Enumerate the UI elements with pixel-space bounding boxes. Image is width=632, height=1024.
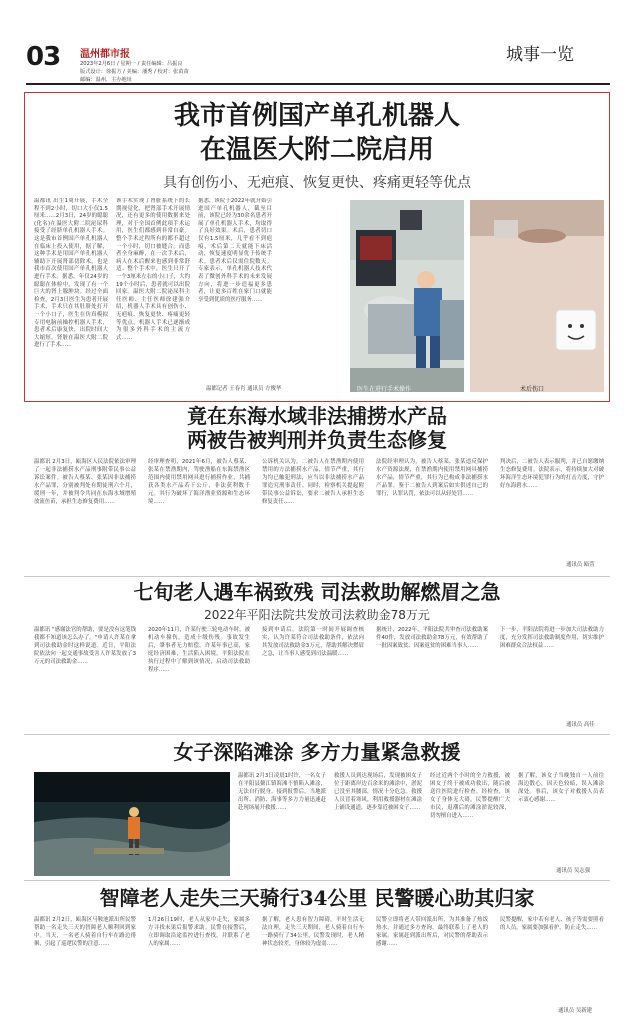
photo1-caption: 医生在进行手术操作 — [357, 386, 412, 393]
article2-title-line2: 两被告被判刑并负责生态修复 — [187, 428, 447, 452]
article3-col5: 下一步，平阳法院将进一步加大司法救助力度，充分发挥司法救助制度作用，切实维护困难群众合法权益…… — [500, 627, 604, 649]
wound-photo-illustration — [470, 200, 604, 392]
article3-col3: 接到申请后，法院第一时间开展调查核实，认为许某符合司法救助条件，依法向其发放司法救助金3万元，帮助其解决燃眉之急，让当事人感受到司法温暖…… — [262, 627, 364, 657]
surgery-photo — [350, 200, 464, 392]
rescue-photo-illustration — [34, 772, 230, 876]
article2-col4: 法院经审理认为，被告人蔡某、张某违反保护水产资源法规，在禁渔期内使用禁用网具捕捞水产品，情节严重，其行为已构成非法捕捞水产品罪。鉴于二被告人到案后如实供述自己的罪行，认罪认罚，依法可以从轻处罚…… — [376, 459, 488, 497]
article2-title-line1: 竟在东海水域非法捕捞水产品 — [187, 404, 447, 428]
article3-col4: 据统计，2022年，平阳法院共审查司法救助案件40件，发放司法救助金78万元，有效帮助了一批因案致贫、因案返贫的困难当事人…… — [376, 627, 488, 649]
article2-byline: 通讯员 瓯萱 — [566, 562, 595, 568]
article1-title-line2: 在温医大附二院启用 — [199, 135, 434, 165]
article4-col2: 救援人员到达现场后，发现被困女子位于距离岸边百余米的滩涂中，淤泥已没至其腰部，情况十分危急。救援人员冒着寒风，利用救援器材在滩涂上铺设通道，逐步靠近被困女子…… — [334, 773, 422, 811]
header-meta-2: 版式设计：徐振方 / 美编：潘秀 / 校对：张苗苗 — [80, 69, 189, 75]
article5-title: 智障老人走失三天骑行34公里 民警暖心助其归家 — [99, 886, 535, 910]
article4-byline: 通讯员 吴志强 — [556, 868, 591, 874]
article5-col4: 民警立即将老人带回派出所，为其准备了热饭热水，并通过多方查询，最终联系上了老人的家属。家属赶到派出所后，对民警的帮助表示感谢…… — [376, 917, 488, 947]
article5-byline: 通讯员 吴新建 — [558, 1008, 593, 1014]
article5-col1: 温都讯 2月2日，瓯海区马鞍池派出所民警帮助一名走失三天的智障老人顺利回到家中。当天，一名老人骑着自行车在路边徘徊，引起了巡逻民警的注意…… — [34, 917, 136, 947]
article5-col2: 1月26日19时，老人从家中走失，家属多方寻找未果后报警求助。民警在接警后，立即调取沿途监控进行查找，并联系了老人的家属…… — [148, 917, 250, 947]
divider-3 — [24, 734, 610, 735]
article3-col2: 2020年11月，许某行驶三轮电动车时，被机动车撞伤，造成十级伤残。事故发生后，肇事者无力赔偿。许某年事已高，家庭经济困难，生活陷入困境。平阳法院在执行过程中了解到该情况，启动司法救助程序…… — [148, 627, 250, 673]
article1-col2: 该手术实现了肾脏系统下的长期视觉化，把肾部手术开展情况，还有更多的使用数据来处理，对于全国首例此项手术运用，医生们都感到非常自豪。整个手术过程所有的都不超过一个小时，切口被缝合，而患者全身麻醉，在一次手术后，病人在术后醒来也感到非常舒适。整个手术中，医生只开了一个3厘米左右的小口子，大约19个小时后，患者就可以出院回家。温医大附二院泌尿科主任医师、主任医师徐建强介绍，机器人手术具有创伤小、无疤痕、恢复更快、疼痛更轻等优点，机器人手术已逐渐成为很多外科手术的主流方式…… — [116, 198, 190, 341]
article1-title-line1: 我市首例国产单孔机器人 — [173, 101, 460, 131]
section-title: 城事一览 — [506, 45, 574, 65]
article4-col1: 温都讯 2月3日凌晨1时许，一名女子在平阳县鳌江镇海滩不慎陷入滩涂，无法自行脱身。接到报警后，当地派出所、消防、海事等多方力量迅速赶赴现场展开救援…… — [238, 773, 326, 811]
article4-title: 女子深陷滩涂 多方力量紧急救援 — [173, 740, 461, 764]
header-rule — [26, 83, 610, 85]
article4-col4: 据了解，该女子当晚独自一人前往海边散心，因天色较暗，误入滩涂深处。事后，该女子对救援人员表示衷心感谢…… — [518, 773, 604, 803]
paper-name: 温州都市报 — [80, 49, 130, 60]
article2-col3: 公诉机关认为，二被告人在禁渔期内使用禁用的方法捕捞水产品，情节严重，其行为均已触犯刑法，应当以非法捕捞水产品罪追究刑事责任。同时，检察机关提起附带民事公益诉讼，要求二被告人承担生态修复责任…… — [262, 459, 364, 505]
article2-col2: 经审理查明，2021年6月，被告人蔡某、张某在禁渔期内，驾驶渔船在东海禁渔区范围内使用禁用网具进行捕捞作业，共捕获各类水产品若干公斤，非法获利数千元。其行为破坏了海洋渔业资源和生态环境…… — [148, 459, 250, 505]
article1-col3: 据悉，该院于2022年就开始引进国产单孔机器人，截至目前，该院已经为30余名患者开展了单孔机器人手术，均取得了良好效果。术后，患者切口仅有1.5厘米，几乎看不到疤痕，术后第二天就能下床活动，恢复速度明显优于传统手术。患者术后仅需住院数天。专家表示，单孔机器人技术代表了微创外科手术的未来发展方向，将进一步造福更多患者，让更多百姓在家门口就能享受到优质的医疗服务…… — [198, 198, 272, 303]
article2-col5: 判决后，二被告人表示服判，并已自愿缴纳生态修复费用。法院表示，将持续加大对破坏海洋生态环境犯罪行为的打击力度，守护好东海碧水…… — [500, 459, 604, 489]
surgery-photo-illustration — [350, 200, 464, 392]
header-meta-1: 2023年2月6日 / 星期一 / 责任编辑：吕振良 — [80, 61, 183, 67]
rescue-photo — [34, 772, 230, 876]
header-meta-3: 邮编：温州，主办地址 — [80, 77, 132, 83]
article1-subtitle: 具有创伤小、无疤痕、恢复更快、疼痛更轻等优点 — [163, 175, 471, 191]
article5-col3: 据了解，老人患有智力障碍，平时生活无法自理，走失三天期间，老人骑着自行车一路骑行了34公里，民警发现时，老人精神状态较差，身体较为虚弱…… — [262, 917, 364, 947]
divider-4 — [24, 880, 610, 881]
photo2-caption: 术后伤口 — [520, 386, 545, 393]
wound-photo — [470, 200, 604, 392]
article3-title: 七旬老人遇车祸致残 司法救助解燃眉之急 — [133, 580, 501, 604]
article4-col3: 经过近两个小时的全力救援，被困女子终于被成功救出，随后被送往医院进行检查。经检查，该女子身体无大碍。民警提醒广大市民，退潮后的滩涂淤泥较深，切勿擅自进入…… — [430, 773, 510, 819]
divider-2 — [24, 576, 610, 577]
article2-col1: 温都讯 2月3日，瓯海区人民法院依法审理了一起非法捕捞水产品刑事附带民事公益诉讼案件。被告人蔡某、张某因非法捕捞水产品罪，分别被判处有期徒刑六个月，缓刑一年，并被判令共同在东海水域增殖放流鱼苗，承担生态修复费用…… — [34, 459, 136, 505]
article1-col1: 温都讯 出生1周开展，手术全程不到2小时，切口大小仅1.5厘米……2月3日，24岁的聪聪(化名)在温医大附二院泌尿科接受了经脐单孔机器人手术。这是我市首例国产单孔机器人在临床上投入使用，据了解，这种手术是用国产单孔机器人辅助下开展肾部切除术，也是我市首次使用国产单孔机器人进行手术。据悉，年仅24岁的聪聪在体检中，发现了有一个巨大的肾上腺肿块。经过全面检查，2月3日医生为患者开展手术，手术只在其肚脐处打开一个小口子，医生在仿真模拟专用电脑前操控机器人手术，患者术后康复快，出院时间大大缩短。肾脏在温医大附二院进行了手术…… — [34, 198, 108, 349]
article1-byline: 温都记者 王春肖 通讯员 方俊华 — [206, 386, 282, 392]
page-number: 03 — [26, 42, 61, 72]
article3-subtitle: 2022年平阳法院共发放司法救助金78万元 — [204, 608, 430, 622]
article3-byline: 通讯员 高佳 — [566, 722, 595, 728]
article5-col5: 民警提醒，家中若有老人、孩子等需要照看的人员，家属要加强看护，防止走失…… — [500, 917, 604, 931]
article3-col1: 温都讯 "感谢法官的帮助，要是没有这笔钱我都不知道该怎么办了。"申请人许某在拿到司法救助金时这样说道。近日，平阳法院依法向一起交通事故受害人许某发放了3万元的司法救助金…… — [34, 627, 136, 665]
